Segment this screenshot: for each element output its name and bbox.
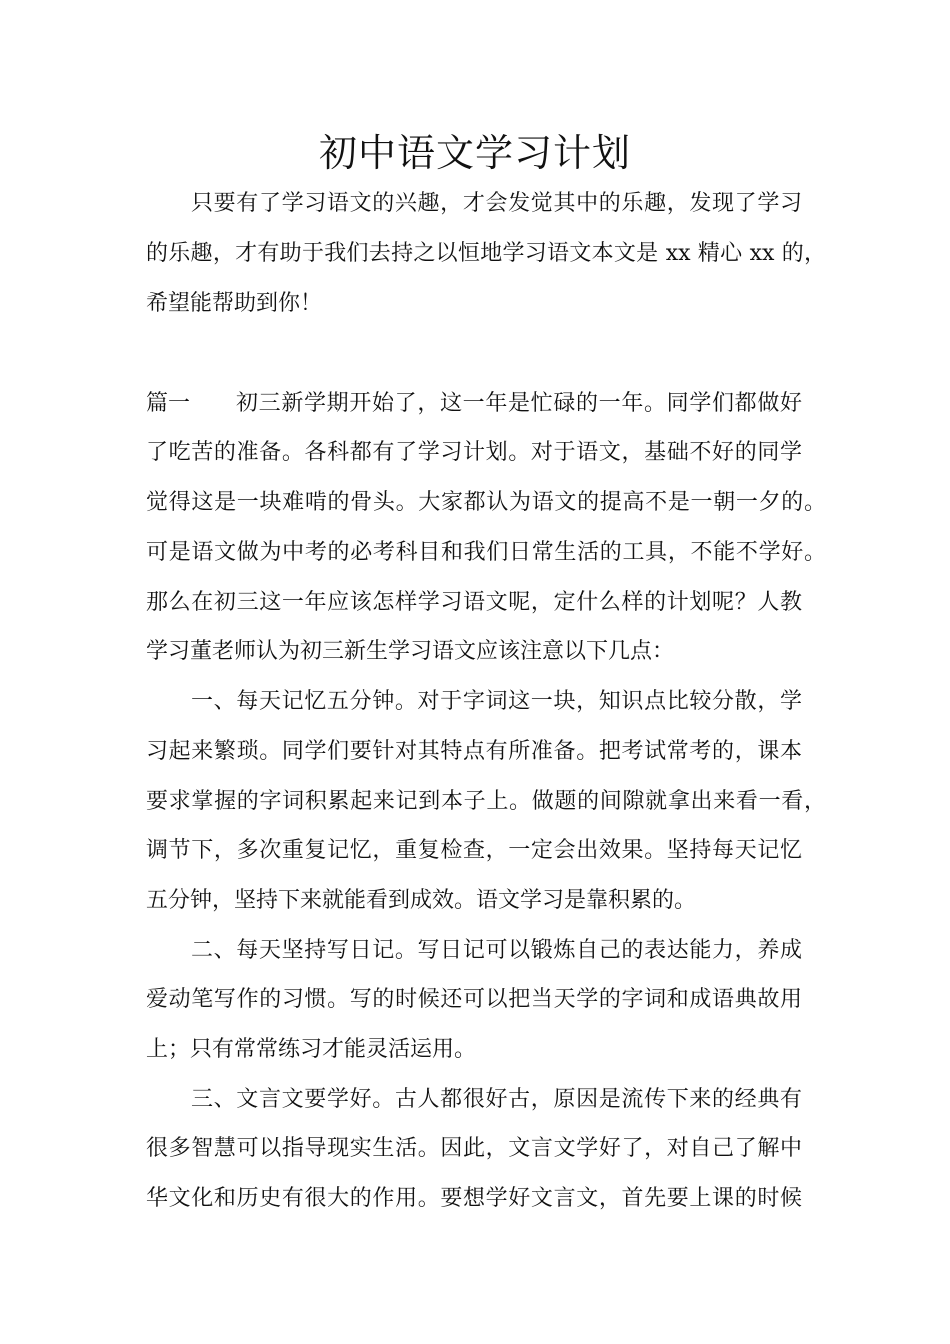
point1-line-2: 习起来繁琐。同学们要针对其特点有所准备。把考试常考的，课本 [146,739,802,764]
point1-line-5: 五分钟，坚持下来就能看到成效。语文学习是靠积累的。 [146,888,697,913]
section-line-3: 觉得这是一块难啃的骨头。大家都认为语文的提高不是一朝一夕的。 [146,490,826,515]
point2-line-2: 爱动笔写作的习惯。写的时候还可以把当天学的字词和成语典故用 [146,987,802,1012]
section-line-6: 学习董老师认为初三新生学习语文应该注意以下几点： [146,639,675,664]
point2-line-1: 二、每天坚持写日记。写日记可以锻炼自己的表达能力，养成 [191,938,802,963]
point1-line-3: 要求掌握的字词积累起来记到本子上。做题的间隙就拿出来看一看， [146,789,826,814]
point3-line-3: 华文化和历史有很大的作用。要想学好文言文，首先要上课的时候 [146,1186,802,1211]
section-line-2: 了吃苦的准备。各科都有了学习计划。对于语文，基础不好的同学 [146,440,802,465]
section-line-5: 那么在初三这一年应该怎样学习语文呢，定什么样的计划呢？人教 [146,590,802,615]
intro-line-2: 的乐趣，才有助于我们去持之以恒地学习语文本文是 xx 精心 xx 的， [146,241,826,266]
intro-line-3: 希望能帮助到你！ [146,291,323,316]
point3-line-2: 很多智慧可以指导现实生活。因此，文言文学好了，对自己了解中 [146,1136,802,1161]
section-label: 篇一 [146,391,191,416]
point1-line-1: 一、每天记忆五分钟。对于字词这一块，知识点比较分散，学 [191,689,802,714]
point2-line-3: 上；只有常常练习才能灵活运用。 [146,1037,477,1062]
section-line-4: 可是语文做为中考的必考科目和我们日常生活的工具，不能不学好。 [146,540,826,565]
document-title: 初中语文学习计划 [318,131,631,175]
point3-line-1: 三、文言文要学好。古人都很好古，原因是流传下来的经典有 [191,1087,802,1112]
intro-line-1: 只要有了学习语文的兴趣，才会发觉其中的乐趣，发现了学习 [191,191,802,216]
section-line-1: 初三新学期开始了，这一年是忙碌的一年。同学们都做好 [236,391,802,416]
point1-line-4: 调节下，多次重复记忆，重复检查，一定会出效果。坚持每天记忆 [146,838,802,863]
